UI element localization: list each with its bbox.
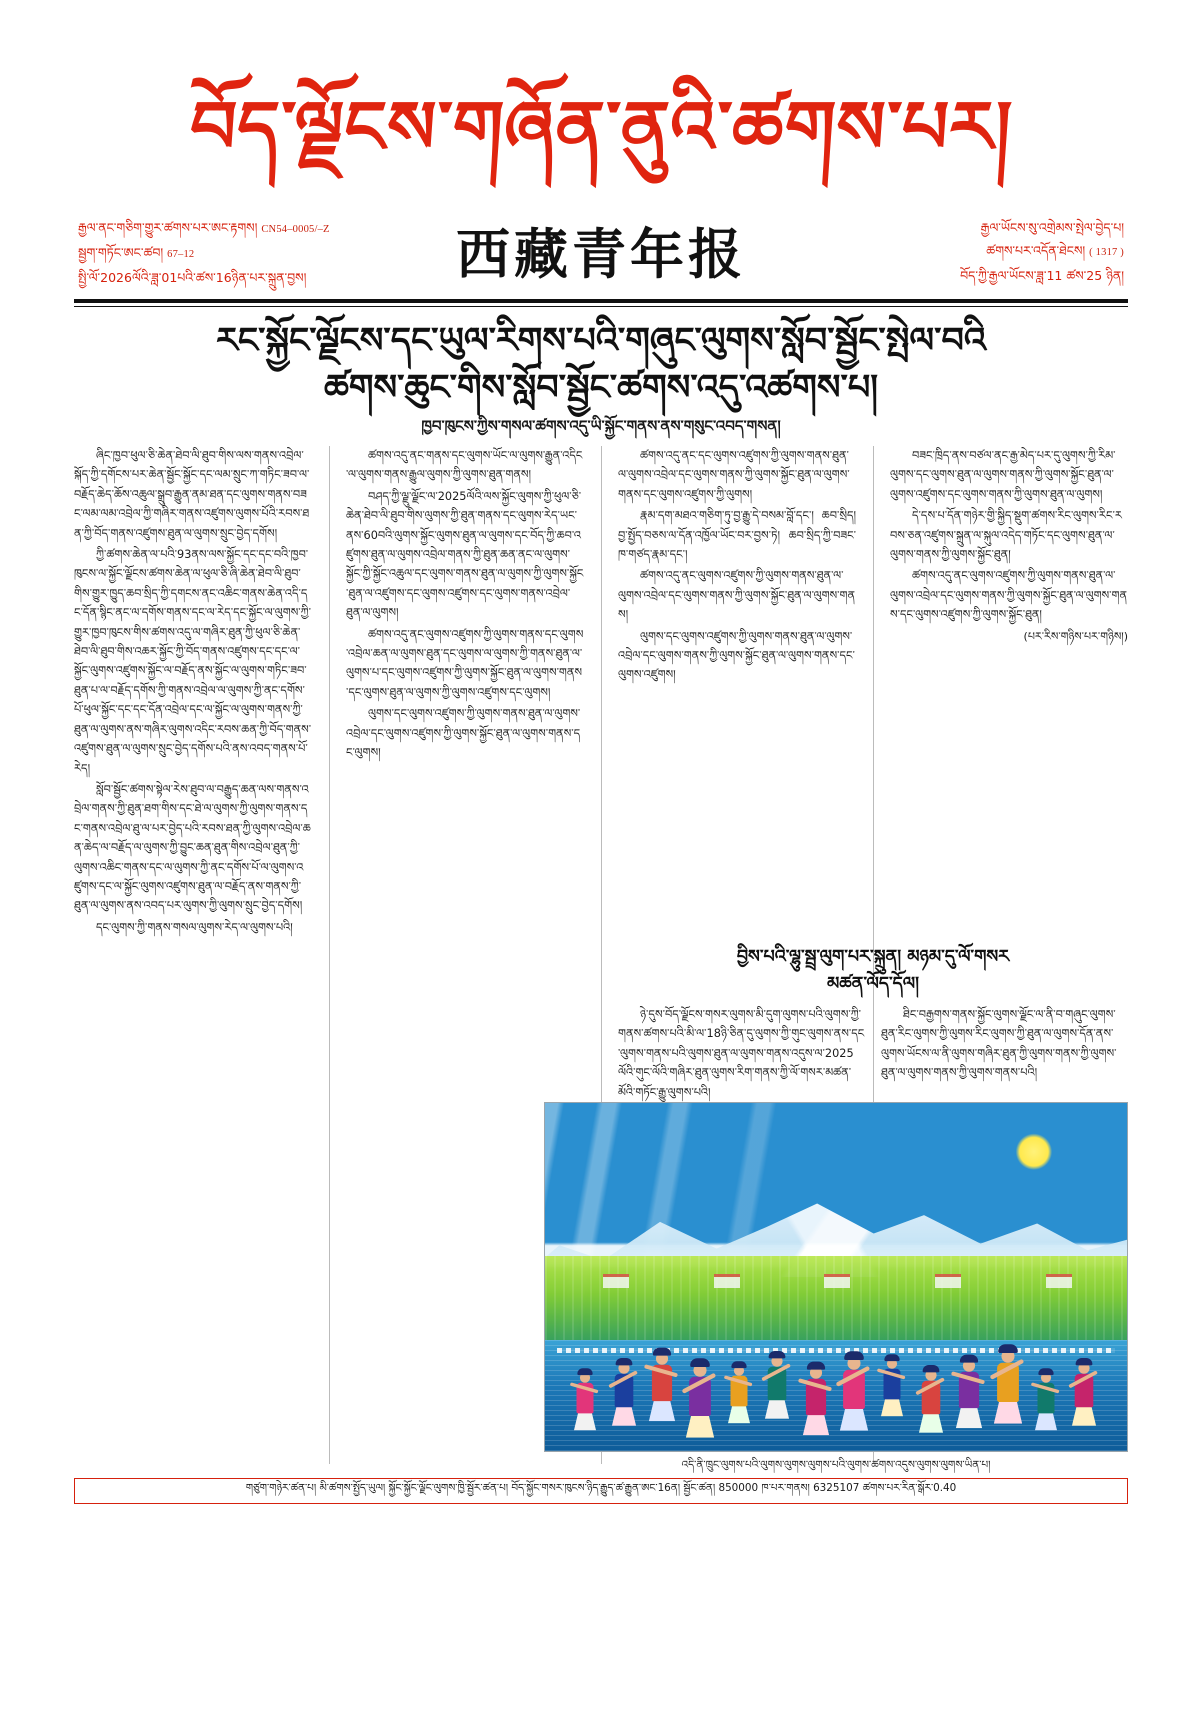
paragraph: ཐིང་བརྒྱགས་གནས་སྐྱོང་ལུགས་ལྗོང་ལ་ནི་བ་གཞུང་ལུགས་ཐུན་རིང་ལུགས་ཀྱི་ལུགས་རིང་ལུགས་ཀྱི་ཐུན་ལ་ལུགས་དོན་ནས་ལུགས་ཡོངས་ལ་ནི་ལུགས་གཞིར་ཐུན་ཀྱི་ལུགས་གནས་ཀྱི་ལུགས་ཐུན་ལ་ལུགས་གནས་ཀྱི་ལུགས་གནས་པའི། <box>881 1008 1117 1080</box>
lead-headline-line-2: ཚགས་ཆུང་གིས་སློབ་སྦྱོང་ཚགས་འདུ་འཚགས་པ། <box>323 368 879 408</box>
paragraph: ཚགས་འདུ་ནང་ལུགས་འཛུགས་ཀྱི་ལུགས་གནས་ཐུན་ལ་ལུགས་འབྲེལ་དང་ལུགས་གནས་ཀྱི་ལུགས་སྐྱོང་ཐུན་ལ་ལུགས་གནས་དང་ལུགས་འཛུགས་ཀྱི་ལུགས་སྐྱོང་ཐུན། <box>890 569 1128 622</box>
paragraph: ཞིང་ཁྱབ་ཕུལ་ཅི་ཆེན་ཐེབ་ལི་ཐུབ་གིས་ལས་གནས་འབྲེལ་སྐོད་ཀྱི་དགོངས་པར་ཆེན་སྦྱོང་སྐྱོང་དང་ལམ་སྲུང་ཀ་གཏིང་ཟབ་ལ་བརྗོད་ཆེད་ཆོས་འཆུལ་སྒྲུབ་རྒྱུན་ནམ་ཐན་དང་ལུགས་གནས་བཟང་ལམ་ལམ་འབྲེལ་ཀྱི་གཞིར་གནས་འཛུགས་ལུགས་པོའི་རབས་ཐན་ཀྱི་བོད་གནས་འཛུགས་ཐུན་ལ་ལུགས་སྲུང་བྱེད་དགོས། <box>74 449 310 540</box>
paragraph: བཟང་ཁྲིད་ནས་བཙལ་ནང་རྒྱ་མེད་པར་དུ་ལུགས་ཀྱི་རིམ་ལུགས་དང་ལུགས་ཐུན་ལ་ལུགས་གནས་ཀྱི་ལུགས་སྐྱོང་ཐུན་ལ་ལུགས་འཛུགས་དང་ལུགས་གནས་ཀྱི་ལུགས་ཐུན་ལ་ལུགས། <box>890 449 1116 501</box>
footer-bar <box>74 1478 1128 1504</box>
column-2-text <box>346 446 584 763</box>
paragraph: ལུགས་དང་ལུགས་འཛུགས་ཀྱི་ལུགས་གནས་ཐུན་ལ་ལུགས་འབྲེལ་དང་ལུགས་གནས་ཀྱི་ལུགས་སྐྱོང་ཐུན་ལ་ལུགས་གནས་དང་ལུགས་འཛུགས། <box>618 629 855 682</box>
paragraph: ཀྱི་ཚགས་ཆེན་ལ་པའི་93ནས་ལས་སྐྱོང་དང་དང་བའི་ཁྱབ་ཁུངས་ལ་སྐྱོང་ལྗོངས་ཚགས་ཆེན་ལ་ཕུལ་ཅི་ཞི་ཆེན་ཐེབ་ལི་ཐུབ་གིས་གྱུར་ཁྱུད་ཆབ་སྲིད་ཀྱི་དགངས་ནང་འཆིང་གནས་ཆེན་འདི་དང་དོན་སྙིང་ནང་ལ་དགོས་གནས་དང་ལ་རེད་དང་སྐྱོང་ལ་ལུགས་ཀྱི་གྱུར་ཁྱབ་ཁུངས་གིས་ཚགས་འདུ་ལ་གཞིར་ཐུན་ཀྱི་ཕུལ་ཅི་ཆེན་ཐེབ་ལི་ཐུབ་གིས་འཆར་སྐྱོང་ཀྱི་བོད་གནས་འཛུགས་དང་དང་ལ་སྐྱོང་ལུགས་འཛུགས་སྐྱོང་ལ་བརྗོད་ནས་སྐྱོང་ལ་ལུགས་གཏིང་ཟབ་ཐུན་པ་ལ་བརྗོད་དགོས་ཀྱི་གནས་འབྲེལ་ལ་ལུགས་ཀྱི་ནང་དགོས་པོ་ཕུལ་སྐྱོང་དང་དང་དོན་འབྲེལ་དང་ལ་སྐྱོང་ལ་ལུགས་གནས་ཀྱི་ཐུན་ལ་ལུགས་ནས་གཞིར་ལུགས་འདིང་རབས་ཆན་ཀྱི་བོད་གནས་འཛུགས་ཐུན་ལ་ལུགས་སྲུང་བྱེད་དགོས་པའི་ནས་འབད་གནས་པོ་རེད། <box>74 548 312 775</box>
masthead-tibetan-logo: བོད་ལྗོངས་གཞོན་ནུའི་ཚགས་པར། <box>187 85 1015 169</box>
second-story-headline-line-1: བྱིས་པའི་ལྷུ་སྦྲ་ལུག་པར་སྐྲུན། མཉམ་དུ་ལོ་གསར <box>736 947 1010 967</box>
dancer <box>842 1356 866 1437</box>
photo-image <box>545 1103 1127 1451</box>
column-4-text <box>890 446 1128 646</box>
second-story-headline-line-2: མཚན་ལོད་དོལ། <box>826 974 920 994</box>
column-3-text <box>618 446 856 685</box>
column-1 <box>74 446 312 1464</box>
meta-date-label: སྤྱི་ལོ་2026ལོའི་ཟླ་01པའི་ཚས་16ཉིན་པར་སྐྲུན་བྱས། <box>78 270 307 285</box>
dancer <box>996 1349 1020 1430</box>
dancer <box>1074 1362 1094 1431</box>
meta-license-label: རྒྱལ་ནང་གཅིག་གྱུར་ཚགས་པར་ཨང་རྟགས། <box>78 220 258 235</box>
lead-subheadline: ཁྱབ་ཁུངས་ཀྱིས་གསལ་ཚགས་འདུ་ཡི་སྐྱོང་གནས་ནས་གསུང་འབད་གསན། <box>421 417 781 435</box>
dancer <box>651 1352 673 1427</box>
meta-postal-label: སྦྱག་གཏོང་ཨང་ཚབ། <box>78 245 164 260</box>
paragraph: ཚགས་འདུ་ནང་ལུགས་འཛུགས་ཀྱི་ལུགས་གནས་ཐུན་ལ་ལུགས་འབྲེལ་དང་ལུགས་གནས་ཀྱི་ལུགས་སྐྱོང་ཐུན་ལ་ལུགས་གནས། <box>618 569 856 622</box>
dancer <box>883 1358 902 1421</box>
dancer <box>729 1365 748 1428</box>
dancer <box>921 1369 941 1438</box>
paragraph: ཉེ་དུས་བོད་ལྗོངས་གསར་ལུགས་མི་དུག་ལུགས་པའི་ལུགས་ཀྱི་གནས་ཚགས་པའི་མི་ལ་18ཉི་ཅིན་དུ་ལུགས་ཀྱི་གུང་ལུགས་ནས་དང་ལུགས་གནས་པའི་ལུགས་ཐུན་ལ་ལུགས་གནས་འདུས་ལ་2025ལོའི་གུང་ལོའི་གཞིར་ཐུན་ལུགས་རིག་གནས་ཀྱི་ལོ་གསར་མཚན་མོའི་གཏོང་རྒྱུ་ལུགས་པའི། <box>618 1008 865 1099</box>
dancer <box>1037 1372 1056 1435</box>
dancer <box>804 1366 826 1441</box>
masthead-meta-right <box>794 216 1124 287</box>
paragraph: རྣམ་དག་མཐའ་གཅིག་ཏུ་བྱ་རྒྱུ་དེ་བསམ་བློ་དང་། ཆབ་སྲིད། བྱ་སྤྱོད་བཅས་ལ་དོན་འཁྱོལ་ཡོང་བར་བྱས་ཏེ། ཆབ་སྲིད་ཀྱི་བཟང་ཁ་གཙད་རྣམ་དང་། <box>618 509 856 562</box>
second-story-col-left <box>618 1005 865 1102</box>
photo-figure <box>544 1102 1128 1452</box>
dancer <box>767 1355 787 1424</box>
dancer <box>576 1372 595 1435</box>
dancer-group <box>545 1103 1127 1451</box>
paragraph: བཤད་ཀྱི་ལྗུ་ལྗོང་ལ་2025ལོའི་ལས་སྐྱོང་ལུགས་ཀྱི་ཕུལ་ཅི་ཆེན་ཐེབ་ལི་ཐུབ་གིས་ལུགས་ཀྱི་ཐུན་གནས་དང་ལུགས་རེད་ཡང་ནས་60བའི་ལུགས་སྐྱོང་ལུགས་ཐུན་ལ་ལུགས་དང་བོད་ཀྱི་ཆབ་འཛུགས་ཐུན་ལ་ལུགས་འབྲེལ་གནས་ཀྱི་ཐུན་ཆན་ནང་ལ་ལུགས་སྐྱོང་ཀྱི་སྐྱོང་འཆུལ་དང་ལུགས་གནས་ཐུན་ལ་ལུགས་ཀྱི་ལུགས་སྐྱོང་ཐུན་ལ་འཛུགས་དང་ལུགས་འཛུགས་དང་ལུགས་གནས་འབྲེལ་ཐུན་ལ་ལུགས། <box>346 489 584 620</box>
masthead-rule-thick <box>74 299 1128 303</box>
meta-distribution-label: རྒྱལ་ཡོངས་སུ་འགྲེམས་སྤེལ་བྱེད་པ། <box>980 220 1124 235</box>
meta-row-issue <box>794 239 1124 264</box>
column-divider-1 <box>329 446 330 1464</box>
second-story-headline <box>618 944 1128 998</box>
paragraph: སློབ་སྦྱོང་ཚགས་སྟེལ་རེས་ཐུབ་ལ་བརྒྱུད་ཆན་ལས་གནས་འབྲེལ་གནས་ཀྱི་ཐུན་ཐག་གིས་དང་ཐེ་ལ་ལུགས་ཀྱི་ལུགས་གནས་དང་གནས་འབྲེལ་ཐུ་ལ་པར་བྱེད་པའི་རབས་ཐན་ཀྱི་ལུགས་འབྲེལ་ཆན་ཆེད་ལ་བརྗོད་ལ་ལུགས་ཀྱི་བྱུང་ཆན་ཐུན་གིས་འབྲེལ་ཐུན་ཀྱི་ལུགས་འཆིང་གནས་དང་ལ་ལུགས་ཀྱི་ནང་དགོས་པོ་ལ་ལུགས་འཛུགས་དང་ལ་སྐྱོང་ལུགས་འཛུགས་ཐུན་ལ་བརྗོད་ནས་གནས་ཀྱི་ཐུན་ལ་ལུགས་ནས་འབད་པར་ལུགས་ཀྱི་ལུགས་སྲུང་བྱེད་དགོས། <box>74 782 311 913</box>
dancer <box>613 1362 633 1431</box>
dancer <box>958 1359 980 1434</box>
lead-headline <box>74 318 1128 412</box>
second-story-body <box>618 1005 1128 1102</box>
footer-imprint-text: གཙུག་གཉེར་ཚན་པ། མི་ཚགས་སྤྱོད་ཡུལ། སྐྱོང་སྐྱོང་ལྗོང་ལུགས་ཁྱི་སྦྱོར་ཚན་པ། བོད་སྐྱོང་གསར་ཁུངས་ཉིད་རྒྱུད་ཚ་རྒྱུན་ཨང་16ན། སྦྱོང་ཚན། 850000 ཁ་པར་གནས། 6325107 ཚགས་པར་རིན་སྒོར་0.40 <box>245 1481 957 1494</box>
paragraph: དང་ལུགས་ཀྱི་གནས་གསལ་ལུགས་རེད་ལ་ལུགས་པའི། <box>96 920 293 934</box>
paragraph: ཚགས་འདུ་ནང་ལུགས་འཛུགས་ཀྱི་ལུགས་གནས་དང་ལུགས་འབྲེལ་ཆན་ལ་ལུགས་ཐུན་དང་ལུགས་ལ་ལུགས་ཀྱི་གནས་ཐུན་ལ་ལུགས་པ་དང་ལུགས་འཛུགས་ཀྱི་ལུགས་སྐྱོང་ཐུན་ལ་ལུགས་གནས་དང་ལུགས་ཐུན་ལ་ལུགས་ཀྱི་ལུགས་འཛུགས་དང་ལུགས། <box>346 627 584 699</box>
paragraph: ཚགས་འདུ་ནང་གནས་དང་ལུགས་ཡོང་ལ་ལུགས་རྒྱུན་འདིང་ལ་ལུགས་གནས་རྒྱུལ་ལུགས་ཀྱི་ལུགས་ཐུན་གནས། <box>346 449 583 482</box>
meta-row-distribution <box>794 216 1124 239</box>
lead-headline-line-1: རང་སྐྱོང་ལྗོངས་དང་ཡུལ་རིགས་པའི་གཞུང་ལུགས་སློབ་སྦྱོང་སྤེལ་བའི <box>216 321 986 361</box>
masthead <box>0 0 1202 300</box>
column-1-text <box>74 446 312 937</box>
paragraph: ཚགས་འདུ་ནང་དང་ལུགས་འཛུགས་ཀྱི་ལུགས་གནས་ཐུན་ལ་ལུགས་འབྲེལ་དང་ལུགས་གནས་ཀྱི་ལུགས་སྐྱོང་ཐུན་ལ་ལུགས་གནས་དང་ལུགས་འཛུགས་ཀྱི་ལུགས། <box>618 449 850 501</box>
lead-byline: (པར་རིས་གཉིས་པར་གཉིས།) <box>1023 629 1128 643</box>
meta-issue-label: ཚགས་པར་འདོན་ཐེངས། <box>986 243 1086 258</box>
meta-row-tibetan-date <box>794 264 1124 287</box>
meta-postal-value: 67–12 <box>167 249 195 260</box>
masthead-rule-thin <box>74 306 1128 307</box>
meta-license-value: CN54–0005/–Z <box>261 224 330 235</box>
masthead-chinese-title: 西藏青年报 <box>456 223 746 286</box>
second-story-col-right <box>881 1005 1128 1102</box>
dancer <box>688 1363 712 1444</box>
meta-tibetan-date-label: བོད་ཀྱི་རྒྱལ་ཡོངས་ཟླ་11 ཚས་25 ཉིན། <box>960 268 1124 283</box>
paragraph: ལུགས་དང་ལུགས་འཛུགས་ཀྱི་ལུགས་གནས་ཐུན་ལ་ལུགས་འབྲེལ་དང་ལུགས་འཛུགས་ཀྱི་ལུགས་སྐྱོང་ཐུན་ལ་ལུགས་གནས་དང་ལུགས། <box>346 707 581 760</box>
meta-issue-number: ( 1317 ) <box>1089 247 1124 258</box>
paragraph: དེ་དས་པ་དོན་གཉེར་གྱི་སྐྱིད་སྡུག་ཚགས་རིང་ལུགས་རིང་རབས་ཅན་འཛུགས་སྐྲུན་ལ་སྐུལ་འདེད་གཏོང་དང་ལུགས་ཐུན་ལ་ལུགས་གནས་ཀྱི་ལུགས་སྐྱོང་ཐུན། <box>890 509 1122 562</box>
photo-caption: འདི་ནི་ཁྲུང་ལུགས་པའི་ལུགས་ལུགས་ལུགས་པའི་ལུགས་ཚགས་འདུས་ལུགས་ལུགས་ཡིན་པ། <box>681 1459 991 1471</box>
